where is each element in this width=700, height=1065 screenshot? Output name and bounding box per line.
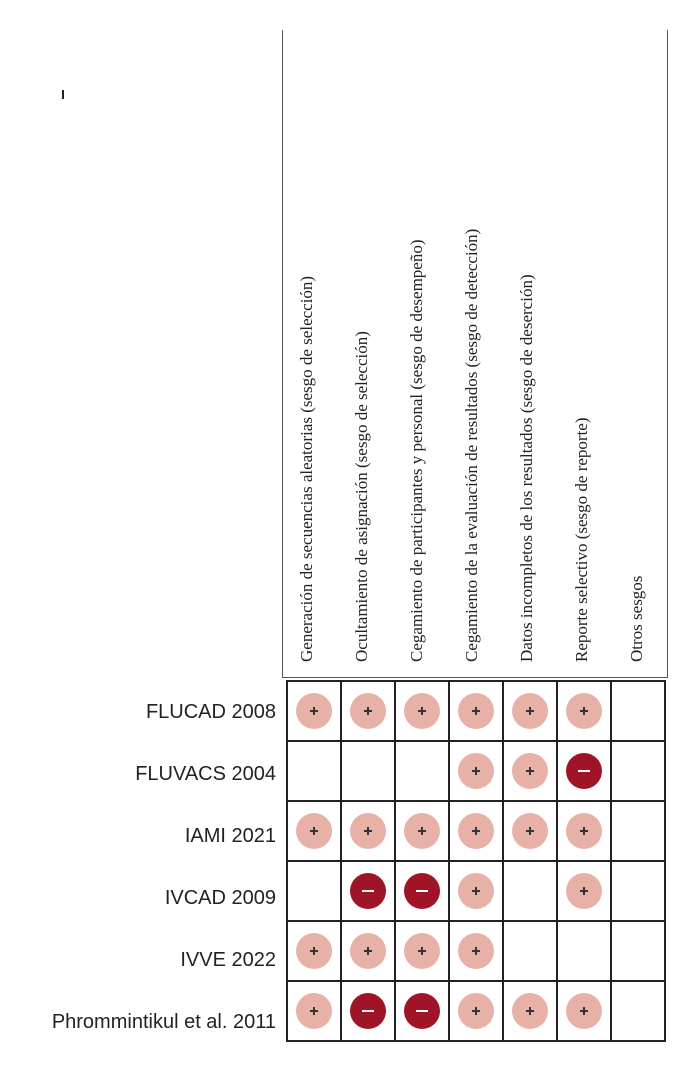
low-risk-plus-icon (512, 813, 548, 849)
rating-cell (611, 921, 665, 981)
rating-cell (395, 981, 449, 1041)
rating-cell (395, 741, 449, 801)
rating-cell (287, 801, 341, 861)
study-name: IVCAD 2009 (164, 887, 276, 909)
column-header-6: Reporte selectivo (sesgo de reporte) (572, 417, 591, 662)
rating-cell (611, 741, 665, 801)
low-risk-plus-icon (458, 753, 494, 789)
rating-cell (449, 981, 503, 1041)
risk-of-bias-grid (286, 680, 666, 1042)
low-risk-plus-icon (458, 933, 494, 969)
rating-cell (449, 921, 503, 981)
rating-cell (341, 861, 395, 921)
rating-cell (395, 861, 449, 921)
rating-cell (395, 921, 449, 981)
low-risk-plus-icon (296, 933, 332, 969)
low-risk-plus-icon (458, 693, 494, 729)
high-risk-minus-icon (404, 873, 440, 909)
low-risk-plus-icon (404, 693, 440, 729)
study-name: FLUCAD 2008 (145, 701, 276, 723)
high-risk-minus-icon (350, 993, 386, 1029)
low-risk-plus-icon (512, 993, 548, 1029)
rating-cell (449, 741, 503, 801)
rating-cell (341, 741, 395, 801)
rating-cell (395, 801, 449, 861)
low-risk-plus-icon (566, 693, 602, 729)
rating-cell (503, 921, 557, 981)
low-risk-plus-icon (296, 693, 332, 729)
high-risk-minus-icon (404, 993, 440, 1029)
rating-cell (341, 801, 395, 861)
high-risk-minus-icon (566, 753, 602, 789)
rating-cell (557, 741, 611, 801)
low-risk-plus-icon (404, 933, 440, 969)
rating-cell (341, 921, 395, 981)
low-risk-plus-icon (350, 933, 386, 969)
low-risk-plus-icon (512, 753, 548, 789)
low-risk-plus-icon (350, 813, 386, 849)
study-name: FLUVACS 2004 (135, 763, 276, 785)
column-header-1: Generación de secuencias aleatorias (sesgo de selección) (297, 275, 316, 662)
study-row (287, 681, 665, 741)
rating-cell (449, 681, 503, 741)
rating-cell (557, 801, 611, 861)
rating-cell (287, 921, 341, 981)
rating-cell (503, 981, 557, 1041)
study-row (287, 921, 665, 981)
low-risk-plus-icon (458, 873, 494, 909)
low-risk-plus-icon (350, 693, 386, 729)
column-header-2: Ocultamiento de asignación (sesgo de selección) (352, 331, 371, 662)
rating-cell (341, 681, 395, 741)
low-risk-plus-icon (566, 993, 602, 1029)
study-name: Phrommintikul et al. 2011 (51, 1011, 276, 1033)
column-header-5: Datos incompletos de los resultados (sesgo de deserción) (517, 274, 536, 662)
stray-mark (62, 90, 64, 99)
rating-cell (503, 741, 557, 801)
low-risk-plus-icon (296, 993, 332, 1029)
high-risk-minus-icon (350, 873, 386, 909)
rating-cell (557, 921, 611, 981)
rating-cell (557, 861, 611, 921)
low-risk-plus-icon (566, 873, 602, 909)
rating-cell (557, 981, 611, 1041)
rating-cell (449, 801, 503, 861)
study-name: IVVE 2022 (180, 949, 276, 971)
low-risk-plus-icon (404, 813, 440, 849)
rating-cell (341, 981, 395, 1041)
column-header-3: Cegamiento de participantes y personal (sesgo de desempeño) (407, 239, 426, 662)
rating-cell (449, 861, 503, 921)
rating-cell (287, 981, 341, 1041)
rating-cell (557, 681, 611, 741)
study-row (287, 861, 665, 921)
column-header-4: Cegamiento de la evaluación de resultados (sesgo de detección) (462, 228, 481, 662)
study-row (287, 741, 665, 801)
column-header-7: Otros sesgos (627, 575, 646, 662)
low-risk-plus-icon (458, 813, 494, 849)
study-name: IAMI 2021 (184, 825, 276, 847)
rating-cell (611, 981, 665, 1041)
low-risk-plus-icon (296, 813, 332, 849)
low-risk-plus-icon (512, 693, 548, 729)
study-row (287, 801, 665, 861)
low-risk-plus-icon (458, 993, 494, 1029)
rating-cell (287, 681, 341, 741)
rating-cell (503, 681, 557, 741)
rating-cell (611, 861, 665, 921)
rating-cell (503, 801, 557, 861)
rating-cell (503, 861, 557, 921)
rating-cell (395, 681, 449, 741)
rating-cell (611, 681, 665, 741)
rating-cell (287, 741, 341, 801)
low-risk-plus-icon (566, 813, 602, 849)
rating-cell (287, 861, 341, 921)
rating-cell (611, 801, 665, 861)
study-row (287, 981, 665, 1041)
